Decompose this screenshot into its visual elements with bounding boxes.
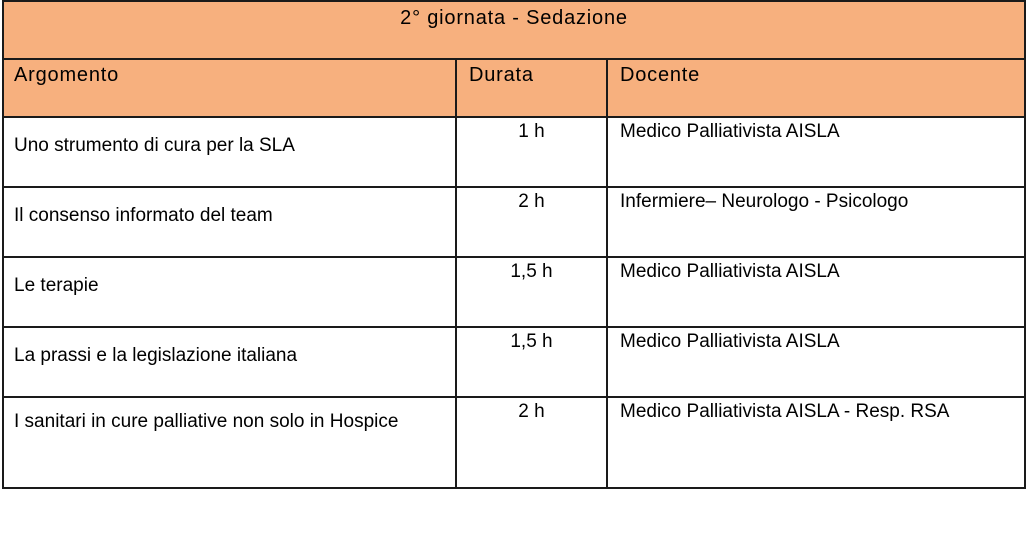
duration-text: 1,5 h [510,261,553,282]
table-row [4,258,1024,328]
table-row [4,188,1024,258]
table-title-row [4,2,1024,60]
table-title: 2° giornata - Sedazione [400,7,628,29]
header-cell-duration [455,60,606,116]
topic-cell [4,328,455,396]
duration-cell [455,328,606,396]
topic-cell [4,258,455,326]
duration-text: 1,5 h [510,331,553,352]
teacher-cell [606,188,1024,256]
table-row [4,118,1024,188]
header-duration: Durata [469,64,534,86]
duration-cell [455,118,606,186]
topic-text: I sanitari in cure palliative non solo in Hospice [14,411,399,432]
duration-text: 1 h [518,121,545,142]
teacher-cell [606,398,1024,487]
topic-text: La prassi e la legislazione italiana [14,345,298,366]
header-teacher: Docente [620,64,701,86]
teacher-text: Medico Palliativista AISLA - Resp. RSA [620,401,950,422]
schedule-table [2,0,1026,489]
teacher-cell [606,328,1024,396]
header-topic: Argomento [14,64,120,86]
topic-text: Le terapie [14,275,99,296]
duration-text: 2 h [518,191,545,212]
duration-cell [455,188,606,256]
teacher-text: Infermiere– Neurologo - Psicologo [620,191,909,212]
topic-cell [4,118,455,186]
topic-cell [4,188,455,256]
table-row [4,398,1024,487]
duration-cell [455,258,606,326]
duration-cell [455,398,606,487]
table-row [4,328,1024,398]
teacher-text: Medico Palliativista AISLA [620,121,840,142]
topic-text: Il consenso informato del team [14,205,273,226]
table-header-row [4,60,1024,118]
header-cell-teacher [606,60,1024,116]
teacher-text: Medico Palliativista AISLA [620,261,840,282]
topic-cell [4,398,455,487]
teacher-text: Medico Palliativista AISLA [620,331,840,352]
topic-text: Uno strumento di cura per la SLA [14,135,295,156]
teacher-cell [606,118,1024,186]
header-cell-topic [4,60,455,116]
duration-text: 2 h [518,401,545,422]
teacher-cell [606,258,1024,326]
